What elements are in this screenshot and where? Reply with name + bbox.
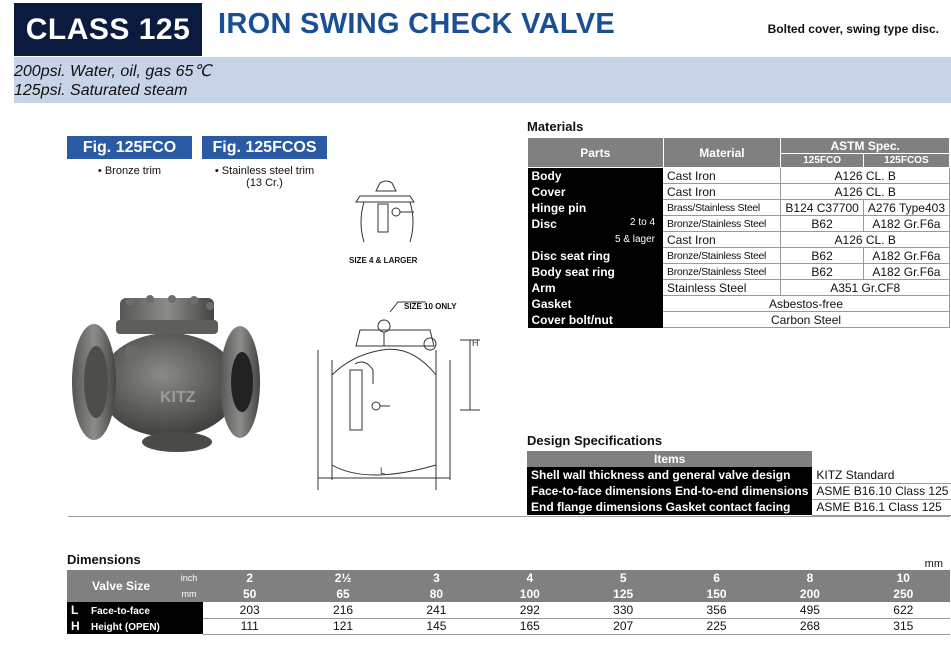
dim-l-marker: L <box>380 466 386 476</box>
table-row <box>528 296 950 312</box>
col-items: Items <box>527 451 812 467</box>
inch-label: inch <box>175 570 203 586</box>
l-cell: 216 <box>296 602 389 618</box>
h-cell: 315 <box>857 618 950 634</box>
mm-cell: 100 <box>483 586 576 602</box>
spec-fcos-cell: A182 Gr.F6a <box>863 248 949 264</box>
mm-cell: 125 <box>577 586 670 602</box>
fig-125fcos-note <box>202 165 327 189</box>
part-name: Disc <box>531 216 557 231</box>
table-row <box>528 264 950 280</box>
table-row <box>527 483 951 499</box>
face-to-face-label-cell <box>67 602 203 618</box>
h-cell: 225 <box>670 618 763 634</box>
size4-detail-drawing <box>340 178 440 258</box>
material-cell: Asbestos-free <box>663 296 949 312</box>
value-cell: ASME B16.10 Class 125 <box>812 483 951 499</box>
spec-fcos-cell: A182 Gr.F6a <box>863 264 949 280</box>
col-125fco: 125FCO <box>781 154 863 168</box>
part-cell: Cover <box>528 184 664 200</box>
mm-cell: 250 <box>857 586 950 602</box>
l-cell: 330 <box>577 602 670 618</box>
mm-cell: 150 <box>670 586 763 602</box>
spec-fcos-cell: A182 Gr.F6a <box>863 216 949 232</box>
spec-fco-cell: B62 <box>781 264 863 280</box>
l-cell: 495 <box>763 602 856 618</box>
material-cell: Bronze/Stainless Steel <box>663 248 781 264</box>
inch-cell: 8 <box>763 570 856 586</box>
table-row <box>528 312 950 328</box>
inch-cell: 2 <box>203 570 296 586</box>
inch-cell: 4 <box>483 570 576 586</box>
material-cell: Cast Iron <box>663 184 781 200</box>
mm-cell: 80 <box>390 586 483 602</box>
class-label: CLASS 125 <box>14 3 202 56</box>
mm-cell: 200 <box>763 586 856 602</box>
ratings-band <box>14 57 951 103</box>
inch-cell: 10 <box>857 570 950 586</box>
table-row <box>528 280 950 296</box>
row-l-letter: L <box>71 603 79 617</box>
spec-fco-cell: B124 C37700 <box>781 200 863 216</box>
part-cell: Arm <box>528 280 664 296</box>
mm-cell: 65 <box>296 586 389 602</box>
page-subtitle: Bolted cover, swing type disc. <box>767 22 939 36</box>
materials-title: Materials <box>527 119 584 134</box>
svg-text:KITZ: KITZ <box>160 389 196 406</box>
inch-cell: 2½ <box>296 570 389 586</box>
height-label-cell <box>67 618 203 634</box>
part-cell <box>528 216 664 232</box>
table-row <box>528 168 950 184</box>
fig-125fcos-note-line2: (13 Cr.) <box>246 177 283 189</box>
spec-fco-cell: B62 <box>781 216 863 232</box>
h-cell: 145 <box>390 618 483 634</box>
part-sub: 5 & lager <box>614 234 656 245</box>
material-cell: Stainless Steel <box>663 280 781 296</box>
size10-label: SIZE 10 ONLY <box>404 302 457 311</box>
spec-cell: A126 CL. B <box>781 184 950 200</box>
material-cell: Bronze/Stainless Steel <box>663 216 781 232</box>
design-title: Design Specifications <box>527 433 663 448</box>
fig-125fco-label: Fig. 125FCO <box>67 136 192 159</box>
col-astm: ASTM Spec. <box>781 138 950 154</box>
fig-125fcos-note-line1: • Stainless steel trim <box>214 165 315 177</box>
col-material: Material <box>663 138 781 168</box>
part-cell: Disc seat ring <box>528 248 664 264</box>
row-l-label: Face-to-face <box>91 606 150 617</box>
row-h-label: Height (OPEN) <box>91 622 160 633</box>
h-cell: 165 <box>483 618 576 634</box>
fig-125fcos-label: Fig. 125FCOS <box>202 136 327 159</box>
table-row <box>67 602 950 618</box>
size4-label: SIZE 4 & LARGER <box>349 256 418 265</box>
dim-h-marker: H <box>472 338 479 348</box>
part-cell: Body <box>528 168 664 184</box>
value-cell: KITZ Standard <box>812 467 951 483</box>
item-cell: Shell wall thickness and general valve design <box>527 467 812 483</box>
spec-cell: A126 CL. B <box>781 168 950 184</box>
rating-line-2: 125psi. Saturated steam <box>14 82 188 99</box>
h-cell: 111 <box>203 618 296 634</box>
col-125fcos: 125FCOS <box>863 154 949 168</box>
materials-table <box>527 137 950 328</box>
valve-photo <box>72 290 262 460</box>
col-parts: Parts <box>528 138 664 168</box>
spec-fco-cell: B62 <box>781 248 863 264</box>
l-cell: 241 <box>390 602 483 618</box>
dimensions-table <box>67 570 950 635</box>
l-cell: 622 <box>857 602 950 618</box>
page-header <box>0 0 951 57</box>
inch-cell: 3 <box>390 570 483 586</box>
l-cell: 356 <box>670 602 763 618</box>
valve-section-drawing <box>300 300 510 490</box>
inch-cell: 5 <box>577 570 670 586</box>
dimensions-unit: mm <box>924 558 943 570</box>
l-cell: 203 <box>203 602 296 618</box>
fig-125fco-note: • Bronze trim <box>97 165 162 177</box>
h-cell: 268 <box>763 618 856 634</box>
part-cell: Cover bolt/nut <box>528 312 664 328</box>
material-cell: Cast Iron <box>663 232 781 248</box>
table-row <box>528 232 950 248</box>
col-blank <box>812 451 951 467</box>
part-sub: 2 to 4 <box>629 216 656 228</box>
spec-fcos-cell: A276 Type403 <box>863 200 949 216</box>
h-cell: 207 <box>577 618 670 634</box>
part-cell <box>528 232 664 248</box>
table-row <box>67 618 950 634</box>
divider <box>68 516 950 517</box>
table-row <box>527 467 951 483</box>
inch-row <box>67 570 950 586</box>
spec-cell: A351 Gr.CF8 <box>781 280 950 296</box>
inch-cell: 6 <box>670 570 763 586</box>
h-cell: 121 <box>296 618 389 634</box>
item-cell: Face-to-face dimensions End-to-end dimensions <box>527 483 812 499</box>
material-cell: Cast Iron <box>663 168 781 184</box>
table-row <box>528 184 950 200</box>
table-row <box>528 200 950 216</box>
part-cell: Gasket <box>528 296 664 312</box>
dimensions-title: Dimensions <box>67 552 141 567</box>
material-cell: Bronze/Stainless Steel <box>663 264 781 280</box>
item-cell: End flange dimensions Gasket contact facing <box>527 499 812 515</box>
value-cell: ASME B16.1 Class 125 <box>812 499 951 515</box>
l-cell: 292 <box>483 602 576 618</box>
mm-row <box>67 586 950 602</box>
valve-size-header: Valve Size <box>67 570 175 602</box>
part-cell: Hinge pin <box>528 200 664 216</box>
table-row <box>528 216 950 232</box>
part-cell: Body seat ring <box>528 264 664 280</box>
material-cell: Carbon Steel <box>663 312 949 328</box>
design-table <box>527 451 951 516</box>
table-row <box>527 499 951 515</box>
mm-cell: 50 <box>203 586 296 602</box>
page-title: IRON SWING CHECK VALVE <box>218 8 616 40</box>
spec-cell: A126 CL. B <box>781 232 950 248</box>
table-row <box>528 248 950 264</box>
material-cell: Brass/Stainless Steel <box>663 200 781 216</box>
mm-label: mm <box>175 586 203 602</box>
rating-line-1: 200psi. Water, oil, gas 65℃ <box>14 63 212 80</box>
row-h-letter: H <box>71 619 80 633</box>
